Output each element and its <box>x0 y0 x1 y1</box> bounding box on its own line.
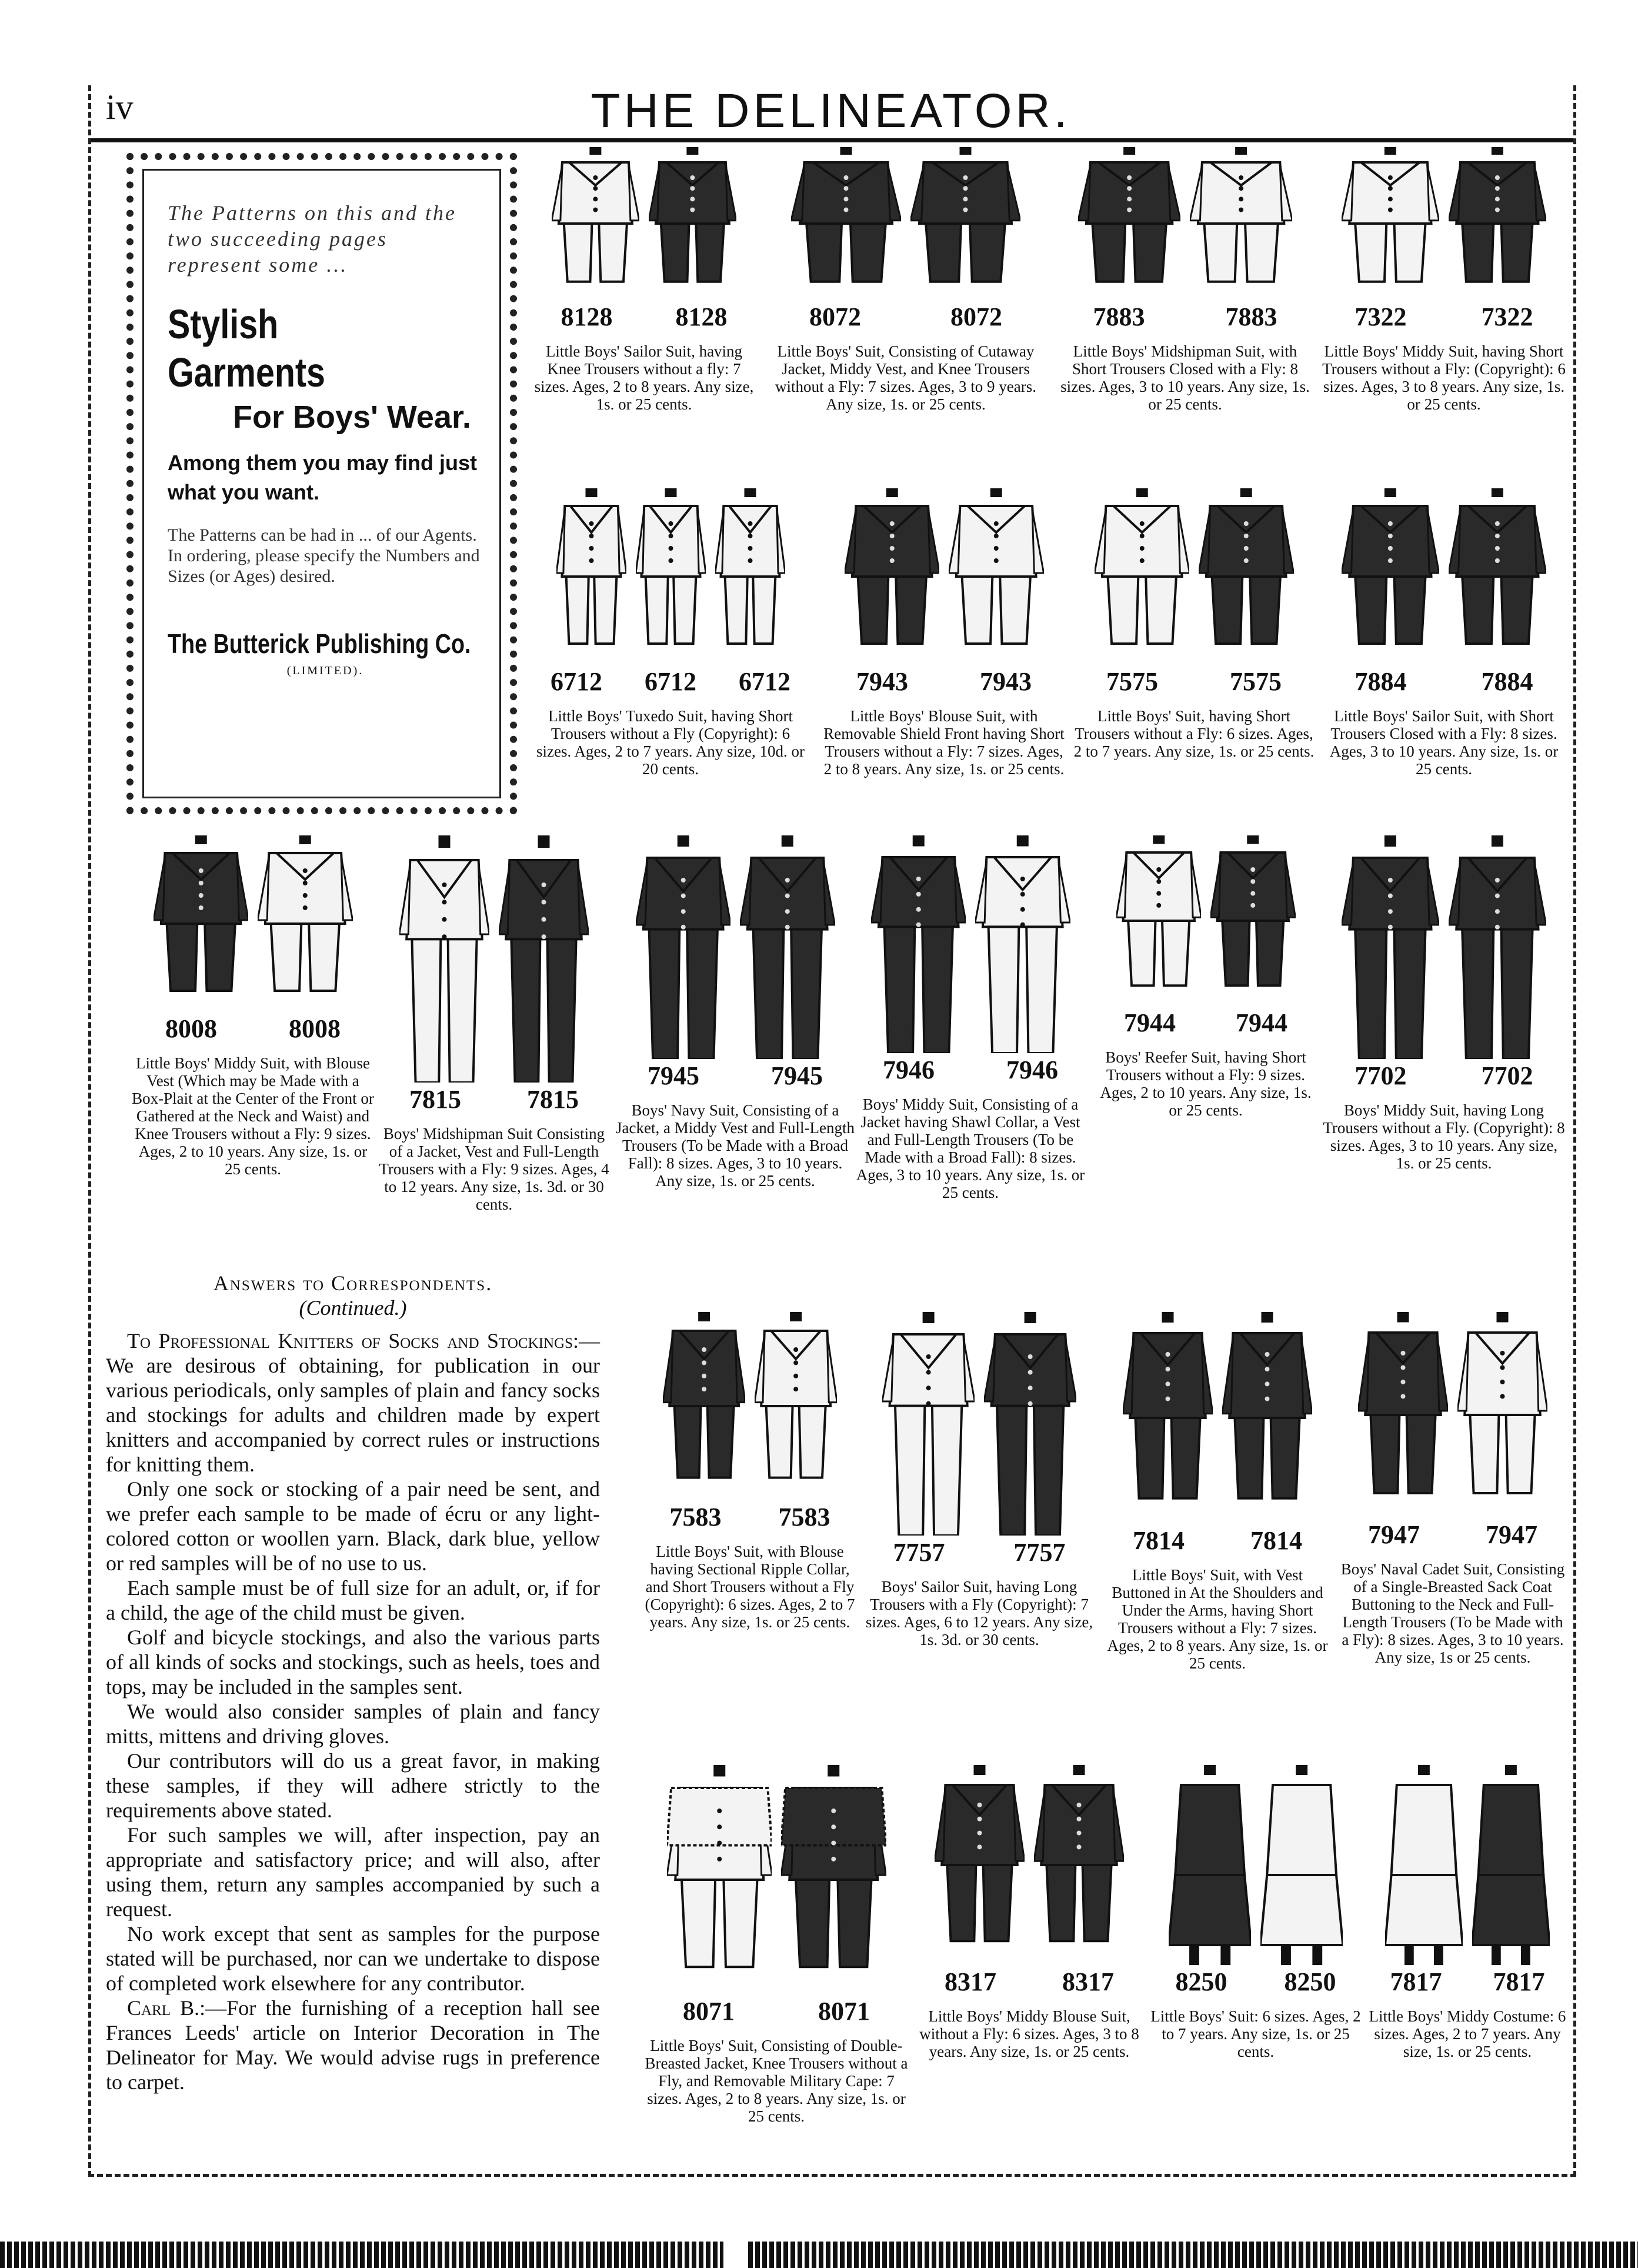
garment-illustration <box>1472 1765 1550 1965</box>
pattern-number: 7757 <box>893 1538 945 1567</box>
answers-column <box>106 1271 600 2094</box>
pattern-item <box>641 1312 859 1631</box>
garment-illustration <box>1095 488 1190 665</box>
pattern-number: 8128 <box>561 302 613 331</box>
pattern-number: 7575 <box>1106 667 1158 696</box>
pattern-number: 7944 <box>1236 1008 1287 1037</box>
pattern-description: Boys' Middy Suit, having Long Trousers without a Fly. (Copyright): 8 sizes. Ages, 3 to 10 years. Any size, 1s. or 25 cents. <box>1323 1101 1565 1172</box>
ad-subheading: Among them you may find just what you want. <box>168 451 478 504</box>
pattern-numbers <box>641 1503 859 1532</box>
answers-paragraph: Only one sock or stocking of a pair need be sent, and we prefer each sample to be made of écru or any light-colored cotton or woollen yarn. Black, dark blue, yellow or red samples will be of no use to us. <box>106 1477 600 1575</box>
pattern-number: 7817 <box>1390 1967 1442 1996</box>
answers-lead: To Professional Knitters of Socks and Stockings: <box>127 1329 579 1353</box>
pattern-numbers <box>529 302 759 332</box>
pattern-figures <box>1094 835 1317 1006</box>
garment-illustration <box>1342 147 1439 300</box>
garment-illustration <box>935 1765 1025 1965</box>
ad-instructions: The Patterns can be had in ... of our Agents. In ordering, please specify the Numbers and Sizes (or Ages) desired. <box>168 525 480 586</box>
pattern-number: 7884 <box>1481 667 1533 696</box>
pattern-figures <box>820 488 1067 665</box>
pattern-numbers <box>1053 302 1317 332</box>
garment-illustration <box>755 1312 837 1500</box>
pattern-numbers <box>1365 1967 1570 1997</box>
pattern-number: 6712 <box>739 667 790 696</box>
pattern-figures <box>765 147 1047 300</box>
pattern-number: 7814 <box>1250 1526 1302 1555</box>
pattern-description: Boys' Naval Cadet Suit, Consisting of a Single-Breasted Sack Coat Buttoning to the Neck and Full-Length Trousers (To be Made with a Fly): 8 sizes. Ages, 3 to 10 years. Any size, 1s or 25 cents. <box>1340 1560 1565 1666</box>
pattern-description: Boys' Midshipman Suit Consisting of a Jacket, Vest and Full-Length Trousers with a Fly: 9 sizes. Ages, 4 to 12 years. Any size, 1s. 3d. or 30 cents. <box>379 1125 609 1213</box>
pattern-number: 8072 <box>950 302 1002 331</box>
pattern-item <box>1317 835 1570 1172</box>
pattern-figures <box>1335 1312 1570 1518</box>
pattern-number: 7946 <box>883 1055 935 1084</box>
pattern-description: Little Boys' Sailor Suit, having Knee Trousers without a fly: 7 sizes. Ages, 2 to 8 years. Any size, 1s. or 25 cents. <box>534 342 754 413</box>
pattern-number: 7814 <box>1133 1526 1185 1555</box>
pattern-item <box>612 835 859 1190</box>
garment-illustration <box>1342 488 1439 665</box>
page-number: iv <box>106 88 134 126</box>
garment-illustration <box>715 488 785 665</box>
garment-illustration <box>975 835 1070 1053</box>
pattern-description: Little Boys' Sailor Suit, with Short Trousers Closed with a Fly: 8 sizes. Ages, 3 to 10 years. Any size, 1s. or 25 cents. <box>1329 707 1559 778</box>
pattern-numbers <box>820 667 1067 697</box>
pattern-number: 8317 <box>945 1967 996 1996</box>
answers-paragraph: Golf and bicycle stockings, and also the various parts of all kinds of socks and stockings, such as heels, toes and tops, may be included in the samples sent. <box>106 1626 600 1698</box>
pattern-numbers <box>1335 1520 1570 1550</box>
garment-illustration <box>1169 1765 1251 1965</box>
pattern-description: Little Boys' Suit: 6 sizes. Ages, 2 to 7 years. Any size, 1s. or 25 cents. <box>1150 2007 1361 2060</box>
pattern-numbers <box>1317 302 1570 332</box>
garment-illustration <box>258 835 353 1012</box>
pattern-number: 7817 <box>1493 1967 1545 1996</box>
garment-illustration <box>636 835 731 1059</box>
pattern-figures <box>641 1312 859 1500</box>
pattern-number: 7947 <box>1486 1520 1537 1549</box>
pattern-figures <box>529 147 759 300</box>
garment-illustration <box>910 147 1020 300</box>
garment-illustration <box>1449 488 1546 665</box>
pattern-numbers <box>641 1997 912 2026</box>
pattern-figures <box>1317 147 1570 300</box>
pattern-number: 7944 <box>1124 1008 1176 1037</box>
pattern-number: 7884 <box>1355 667 1407 696</box>
pattern-figures <box>1317 488 1570 665</box>
pattern-item <box>641 1765 912 2125</box>
garment-illustration <box>667 1765 772 1994</box>
pattern-item <box>1070 488 1317 760</box>
pattern-number: 8071 <box>818 1997 870 2026</box>
pattern-numbers <box>1147 1967 1365 1997</box>
ad-limited: (LIMITED). <box>286 664 364 677</box>
pattern-number: 7883 <box>1225 302 1277 331</box>
pattern-description: Little Boys' Suit, having Short Trousers without a Fly: 6 sizes. Ages, 2 to 7 years. Any size, 1s. or 25 cents. <box>1073 707 1315 760</box>
garment-illustration <box>1123 1312 1213 1524</box>
pattern-figures <box>1365 1765 1570 1965</box>
answers-paragraph: Each sample must be of full size for an adult, or, if for a child, the age of the child must be given. <box>106 1576 600 1624</box>
garment-illustration <box>1342 835 1439 1059</box>
pattern-number: 7945 <box>648 1061 699 1090</box>
garment-illustration <box>552 147 639 300</box>
pattern-number: 7943 <box>980 667 1032 696</box>
pattern-description: Little Boys' Midshipman Suit, with Short Trousers Closed with a Fly: 8 sizes. Ages, 3 to 10 years. Any size, 1s. or 25 cents. <box>1060 342 1310 413</box>
pattern-item <box>529 147 759 413</box>
pattern-item <box>1053 147 1317 413</box>
pattern-number: 7583 <box>669 1503 722 1531</box>
pattern-numbers <box>129 1014 376 1044</box>
ad-intro: The Patterns on this and the two succeeding pages represent some ... <box>168 201 456 277</box>
pattern-number: 8008 <box>165 1014 217 1043</box>
pattern-number: 7575 <box>1230 667 1282 696</box>
pattern-number: 8317 <box>1062 1967 1114 1996</box>
pattern-figures <box>612 835 859 1059</box>
pattern-number: 7815 <box>527 1085 579 1114</box>
ad-heading-stylish: Stylish <box>168 301 279 347</box>
garment-illustration <box>781 1765 886 1994</box>
pattern-figures <box>376 835 612 1083</box>
pattern-number: 8072 <box>809 302 861 331</box>
pattern-number: 8071 <box>683 1997 735 2026</box>
pattern-item <box>1365 1765 1570 2060</box>
pattern-numbers <box>859 1538 1100 1567</box>
pattern-item <box>1317 488 1570 778</box>
garment-illustration <box>791 147 901 300</box>
garment-illustration <box>882 1312 975 1536</box>
garment-illustration <box>1199 488 1294 665</box>
ad-company: The Butterick Publishing Co. <box>168 628 471 659</box>
pattern-number: 7757 <box>1013 1538 1066 1567</box>
pattern-number: 7943 <box>856 667 908 696</box>
pattern-description: Little Boys' Tuxedo Suit, having Short Trousers without a Fly (Copyright): 6 sizes. Ages, 2 to 7 years. Any size, 10d. or 20 cents. <box>536 707 805 778</box>
pattern-number: 7815 <box>409 1085 461 1114</box>
pattern-description: Little Boys' Middy Suit, having Short Trousers without a Fly: (Copyright): 6 sizes. Ages, 3 to 8 years. Any size, 1s. or 25 cents. <box>1322 342 1566 413</box>
answers-continued: (Continued.) <box>299 1296 407 1320</box>
pattern-description: Boys' Reefer Suit, having Short Trousers without a Fly: 9 sizes. Ages, 2 to 10 years. Any size, 1s. or 25 cents. <box>1100 1048 1312 1119</box>
pattern-number: 8128 <box>675 302 728 331</box>
pattern-number: 8250 <box>1284 1967 1336 1996</box>
pattern-number: 7322 <box>1481 302 1533 331</box>
garment-illustration <box>1260 1765 1343 1965</box>
garment-illustration <box>1222 1312 1312 1524</box>
pattern-description: Little Boys' Blouse Suit, with Removable Shield Front having Short Trousers without a Fly: 7 sizes. Ages, 2 to 8 years. Any size, 1s. or 25 cents. <box>823 707 1065 778</box>
pattern-figures <box>1147 1765 1365 1965</box>
pattern-figures <box>529 488 812 665</box>
garment-illustration <box>740 835 835 1059</box>
garment-illustration <box>1449 147 1546 300</box>
pattern-number: 7946 <box>1006 1055 1058 1084</box>
pattern-item <box>765 147 1047 413</box>
garment-illustration <box>1190 147 1292 300</box>
pattern-numbers <box>1100 1526 1335 1556</box>
pattern-figures <box>129 835 376 1012</box>
garment-illustration <box>984 1312 1076 1536</box>
pattern-description: Little Boys' Suit, with Vest Buttoned in At the Shoulders and Under the Arms, having Short Trousers without a Fly: 7 sizes. Ages, 2 to 8 years. Any size, 1s. or 25 cents. <box>1107 1566 1328 1672</box>
garment-illustration <box>499 835 589 1083</box>
pattern-number: 7945 <box>771 1061 823 1090</box>
pattern-number: 6712 <box>551 667 602 696</box>
pattern-number: 7947 <box>1368 1520 1420 1549</box>
pattern-figures <box>1100 1312 1335 1524</box>
advertisement-box <box>126 153 517 814</box>
pattern-item <box>820 488 1067 778</box>
garment-illustration <box>1034 1765 1124 1965</box>
pattern-figures <box>641 1765 912 1994</box>
garment-illustration <box>154 835 249 1012</box>
pattern-figures <box>1317 835 1570 1059</box>
pattern-item <box>912 1765 1147 2060</box>
answers-title: Answers to Correspondents. <box>213 1271 493 1295</box>
garment-illustration <box>1078 147 1180 300</box>
garment-illustration <box>399 835 489 1083</box>
pattern-numbers <box>847 1055 1094 1085</box>
pattern-numbers <box>1094 1008 1317 1038</box>
advertisement-inner <box>142 169 501 798</box>
pattern-numbers <box>1317 667 1570 697</box>
garment-illustration <box>1449 835 1546 1059</box>
pattern-description: Little Boys' Middy Costume: 6 sizes. Ages, 2 to 7 years. Any size, 1s. or 25 cents. <box>1369 2007 1566 2060</box>
pattern-numbers <box>765 302 1047 332</box>
pattern-item <box>1147 1765 1365 2060</box>
garment-illustration <box>1385 1765 1463 1965</box>
garment-illustration <box>649 147 736 300</box>
pattern-description: Little Boys' Middy Suit, with Blouse Vest (Which may be Made with a Box-Plait at the Center of the Front or Gathered at the Neck and Waist) and Knee Trousers without a Fly: 9 sizes. Ages, 2 to 10 years. Any size, 1s. or 25 cents. <box>132 1054 374 1178</box>
pattern-item <box>859 1312 1100 1648</box>
garment-illustration <box>949 488 1044 665</box>
bottom-border <box>0 2242 1638 2268</box>
garment-illustration <box>1358 1312 1448 1518</box>
answers-lead: Carl B.: <box>127 1996 206 2020</box>
pattern-numbers <box>912 1967 1147 1997</box>
ad-heading-boys-wear: For Boys' Wear. <box>233 399 471 435</box>
pattern-item <box>1317 147 1570 413</box>
garment-illustration <box>871 835 966 1053</box>
pattern-number: 7883 <box>1093 302 1145 331</box>
pattern-number: 7702 <box>1355 1061 1407 1090</box>
pattern-figures <box>1070 488 1317 665</box>
pattern-number: 7583 <box>778 1503 830 1531</box>
pattern-numbers <box>1317 1061 1570 1091</box>
garment-illustration <box>1210 835 1296 1006</box>
pattern-number: 8008 <box>289 1014 341 1043</box>
pattern-figures <box>1053 147 1317 300</box>
pattern-item <box>1100 1312 1335 1672</box>
garment-illustration <box>1116 835 1202 1006</box>
pattern-item <box>376 835 612 1213</box>
garment-illustration <box>636 488 706 665</box>
pattern-description: Little Boys' Suit, Consisting of Double-Breasted Jacket, Knee Trousers without a Fly, and Removable Military Cape: 7 sizes. Ages, 2 to 8 years. Any size, 1s. or 25 cents. <box>645 2037 908 2125</box>
pattern-number: 6712 <box>645 667 696 696</box>
pattern-figures <box>859 1312 1100 1536</box>
pattern-figures <box>847 835 1094 1053</box>
pattern-numbers <box>1070 667 1317 697</box>
answers-paragraph: We would also consider samples of plain and fancy mitts, mittens and driving gloves. <box>106 1700 600 1748</box>
pattern-item <box>529 488 812 778</box>
pattern-number: 7702 <box>1481 1061 1533 1090</box>
answers-paragraph: For such samples we will, after inspection, pay an appropriate and satisfactory price; and will also, after using them, return any samples accompanied by such a request. <box>106 1823 600 1921</box>
answers-paragraph: No work except that sent as samples for the purpose stated will be purchased, nor can we undertake to dispose of completed work elsewhere for any contributor. <box>106 1922 600 1995</box>
pattern-description: Boys' Sailor Suit, having Long Trousers with a Fly (Copyright): 7 sizes. Ages, 6 to 12 years. Any size, 1s. 3d. or 30 cents. <box>865 1578 1093 1648</box>
answers-paragraph: To Professional Knitters of Socks and Stockings:—We are desirous of obtaining, for publication in our various periodicals, only samples of plain and fancy socks and stockings for adults and children made by expert knitters and accompanied by correct rules or instructions for knitting them. <box>106 1329 600 1476</box>
garment-illustration <box>663 1312 745 1500</box>
answers-paragraph: Carl B.:—For the furnishing of a reception hall see Frances Leeds' article on Interior Decoration in The Delineator for May. We would advise rugs in preference to carpet. <box>106 1996 600 2094</box>
pattern-item <box>847 835 1094 1201</box>
pattern-item <box>1094 835 1317 1119</box>
pattern-number: 8250 <box>1175 1967 1227 1996</box>
ad-heading-garments: Garments <box>168 349 325 395</box>
pattern-figures <box>912 1765 1147 1965</box>
pattern-description: Little Boys' Middy Blouse Suit, without a Fly: 6 sizes. Ages, 3 to 8 years. Any size, 1s. or 25 cents. <box>919 2007 1139 2060</box>
pattern-description: Little Boys' Suit, with Blouse having Sectional Ripple Collar, and Short Trousers without a Fly (Copyright): 6 sizes. Ages, 2 to 7 years. Any size, 1s. or 25 cents. <box>645 1543 855 1631</box>
pattern-description: Little Boys' Suit, Consisting of Cutaway Jacket, Middy Vest, and Knee Trousers without a Fly: 7 sizes. Ages, 3 to 9 years. Any size, 1s. or 25 cents. <box>775 342 1036 413</box>
garment-illustration <box>556 488 626 665</box>
pattern-number: 7322 <box>1355 302 1407 331</box>
pattern-numbers <box>612 1061 859 1091</box>
pattern-description: Boys' Navy Suit, Consisting of a Jacket, a Middy Vest and Full-Length Trousers (To be Made with a Broad Fall): 8 sizes. Ages, 3 to 10 years. Any size, 1s. or 25 cents. <box>616 1101 855 1190</box>
pattern-numbers <box>529 667 812 697</box>
answers-paragraph: Our contributors will do us a great favor, in making these samples, if they will adhere strictly to the requirements above stated. <box>106 1749 600 1822</box>
garment-illustration <box>1457 1312 1547 1518</box>
pattern-numbers <box>376 1085 612 1114</box>
pattern-description: Boys' Middy Suit, Consisting of a Jacket having Shawl Collar, a Vest and Full-Length Trousers (To be Made with a Broad Fall): 8 sizes. Ages, 3 to 10 years. Any size, 1s. or 25 cents. <box>856 1095 1085 1201</box>
garment-illustration <box>845 488 940 665</box>
pattern-item <box>1335 1312 1570 1666</box>
pattern-item <box>129 835 376 1178</box>
page-title: THE DELINEATOR. <box>591 84 1071 138</box>
